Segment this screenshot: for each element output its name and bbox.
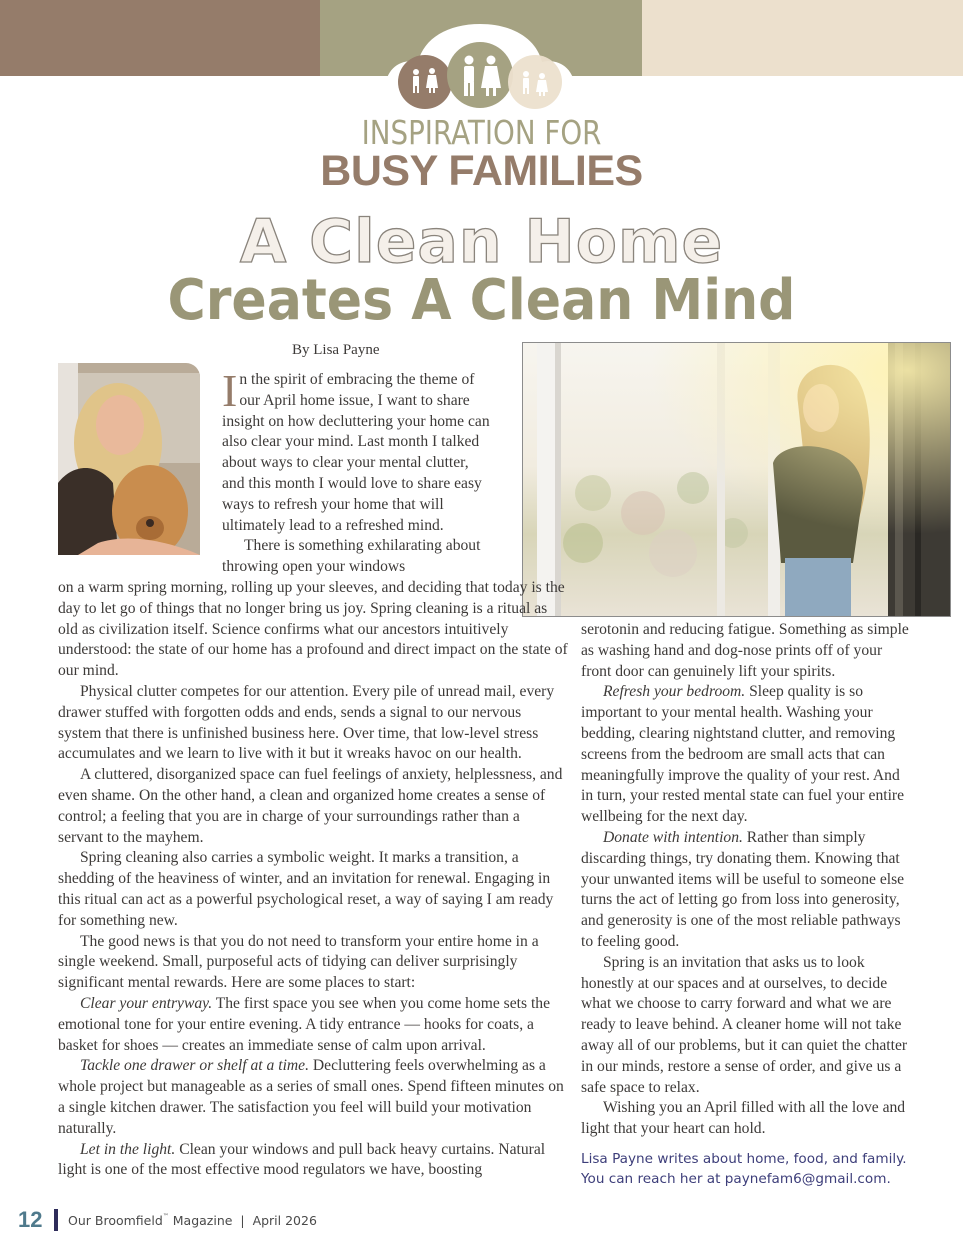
hero-photo	[522, 342, 951, 617]
paragraph-3: Physical clutter competes for our attention. Every pile of unread mail, every drawer stuffed with forgotten odds and ends, sends a signal to our nervous system that there is unfinished business here. Over time, that low-level stress accumulates and we learn to live with it but it wreaks havoc on our health.	[58, 682, 555, 763]
section-kicker: INSPIRATION FOR	[361, 113, 602, 152]
issue-date: April 2026	[252, 1212, 317, 1228]
family-logo-icon	[380, 20, 580, 120]
tip-body: Clean your windows and pull back heavy curtains. Natural light is one of the most effective mood regulators we have, boosting	[58, 1140, 546, 1179]
paragraph-6: The good news is that you do not need to transform your entire home in a single weekend. Small, purposeful acts of tidying can deliver surprisingly significant mental rewards. Here are some places to start:	[58, 932, 539, 992]
tip-body: The first space you see when you come home sets the emotional tone for your entire evening. A tidy entrance — hooks for coats, a basket for shoes — creates an immediate sense of calm upon arrival.	[58, 994, 551, 1054]
light-continuation: serotonin and reducing fatigue. Something as simple as washing hand and dog-nose prints off of your front door can genuinely lift your spirits.	[581, 621, 909, 680]
intro-text: n the spirit of embracing the theme of our April home issue, I want to share insight on how decluttering your home can also clear your mind. Last month I talked about ways to clear your mental clutter, and this month I would love to share easy ways to refresh your home that will ultimately lead to a refreshed mind.	[222, 371, 490, 534]
page-footer	[18, 1207, 317, 1233]
tip-body: Rather than simply discarding things, try donating them. Knowing that your unwanted items will be useful to someone else turns the act of letting go from loss into generosity, and generosity is one of the most reliable pathways to feeling good.	[581, 828, 905, 950]
article-subtitle: Creates A Clean Mind	[167, 268, 796, 333]
trademark-mark: ™	[162, 1212, 169, 1220]
tip-body: Sleep quality is so important to your mental health. Washing your bedding, clearing nightstand clutter, and removing screens from the bedroom are small acts that can meaningfully improve the quality of your rest. And in turn, your rested mental state can fuel your entire wellbeing for the next day.	[581, 683, 905, 826]
publication-name: Our Broomfield	[68, 1212, 163, 1228]
tip-lead: Let in the light.	[80, 1140, 176, 1158]
drop-cap: I	[222, 365, 238, 416]
paragraph-2-rest: on a warm spring morning, rolling up your sleeves, and deciding that today is the day to let go of things that no longer bring us joy. Spring cleaning is a ritual as old as civilization itself. Science confirms what our ancestors intuitively understood: the state of our home has a profound and direct impact on the state of our mind.	[58, 579, 568, 680]
paragraph-closing: Wishing you an April filled with all the love and light that your heart can hold.	[581, 1099, 906, 1138]
bio-line: Lisa Payne writes about home, food, and family.	[581, 1151, 907, 1167]
publication-suffix: Magazine	[172, 1212, 233, 1228]
tip-drawer	[58, 1056, 568, 1139]
paragraph-4: A cluttered, disorganized space can fuel feelings of anxiety, helplessness, and even shame. On the other hand, a clean and organized home creates a sense of control; a feeling that you are in charge of your surroundings rather than a servant to the mayhem.	[58, 766, 563, 846]
tip-light	[58, 1140, 568, 1182]
byline: By Lisa Payne	[292, 342, 380, 358]
page-number: 12	[18, 1207, 43, 1232]
article-column-left	[58, 578, 568, 1181]
tip-body: Decluttering feels overwhelming as a whole project but manageable as a series of small ones. Spend fifteen minutes on a single kitchen drawer. The satisfaction you feel will build your motivation naturally.	[58, 1057, 564, 1137]
author-photo	[58, 363, 200, 555]
tip-entryway	[58, 994, 568, 1056]
footer-publication	[68, 1213, 317, 1228]
article-title: A Clean Home	[239, 207, 724, 277]
tip-bedroom	[581, 682, 911, 828]
article-intro	[222, 365, 494, 536]
section-title: BUSY FAMILIES	[320, 147, 643, 195]
footer-divider	[54, 1209, 58, 1231]
footer-separator: |	[240, 1212, 245, 1228]
paragraph-spring: Spring is an invitation that asks us to look honestly at our spaces and at ourselves, to decide what we choose to carry forward and what we are ready to leave behind. A cleaner home will not take away all of our problems, but it can quiet the chatter in our minds, restore a sense of order, and give us a safe space to relax.	[581, 953, 908, 1096]
tip-donate	[581, 828, 911, 953]
tip-lead: Tackle one drawer or shelf at a time.	[80, 1057, 309, 1075]
paragraph-2-start: There is something exhilarating about throwing open your windows	[222, 537, 481, 575]
author-bio	[581, 1149, 921, 1189]
header-band-brown	[0, 0, 320, 76]
article-column-right	[581, 620, 911, 1140]
paragraph-5: Spring cleaning also carries a symbolic weight. It marks a transition, a shedding of the heaviness of winter, and an invitation for renewal. Engaging in this ritual can act as a powerful psychological reset, a way of saying I am ready for something new.	[58, 849, 554, 929]
tip-lead: Refresh your bedroom.	[603, 683, 746, 701]
tip-lead: Clear your entryway.	[80, 994, 213, 1012]
tip-lead: Donate with intention.	[603, 828, 743, 846]
bio-contact[interactable]: You can reach her at paynefam6@gmail.com.	[581, 1171, 891, 1187]
header-band-cream	[642, 0, 963, 76]
